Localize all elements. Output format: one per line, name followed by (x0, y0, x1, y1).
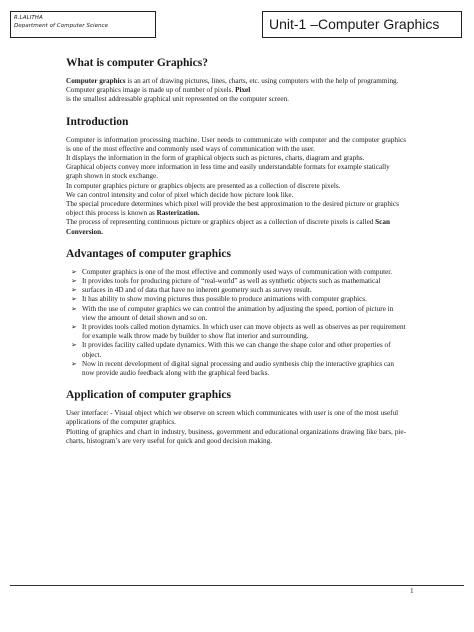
arrow-bullet-icon: ➢ (71, 323, 77, 332)
application-paragraph-2: Plotting of graphics and chart in industry, business, government and educational organizations drawing like bars, pie-charts, histogram’s are very useful for quick and good decision making. (66, 427, 406, 445)
intro-paragraph-2: It displays the information in the form of graphical objects such as pictures, charts, diagram and graphs. (66, 154, 365, 163)
term-rasterization: Rasterization. (156, 209, 200, 218)
unit-title-box (262, 11, 462, 38)
definition-paragraph: Computer graphics is an art of drawing pictures, lines, charts, etc. using computers with the help of programming. Computer graphics image is made up of number of pixels. Pixel is the smallest addressable graphical unit represented on the computer screen. (66, 77, 399, 104)
intro-paragraph-4: In computer graphics picture or graphics objects are presented as a collection of discrete pixels. (66, 181, 341, 190)
intro-paragraph-5: We can control intensity and color of pixel which decide how picture look like. (66, 190, 294, 199)
list-item: ➢ It provides tools called motion dynamics. In which user can move objects as well as observes as per requirement for example walk throw made by builder to show flat interior and surrounding. (71, 323, 406, 341)
document-body (66, 56, 406, 446)
arrow-bullet-icon: ➢ (71, 277, 77, 286)
term-pixel: Pixel (235, 86, 251, 95)
author-name: R.LALITHA (14, 15, 43, 21)
intro-paragraph-1: Computer is information processing machine. User needs to communicate with computer and the computer graphics is one of the most effective and commonly used ways of communication with the user. (66, 135, 406, 153)
section-heading-introduction: Introduction (66, 115, 129, 128)
arrow-bullet-icon: ➢ (71, 267, 77, 276)
arrow-bullet-icon: ➢ (71, 295, 77, 304)
arrow-bullet-icon: ➢ (71, 286, 77, 295)
list-item: ➢ Now in recent development of digital signal processing and audio synthesis chip the interactive graphics can now provide audio feedback along with the graphical feed backs. (71, 359, 394, 378)
list-item: ➢ Computer graphics is one of the most effective and commonly used ways of communication with computer. (71, 267, 393, 276)
section-heading-advantages: Advantages of computer graphics (66, 247, 231, 260)
intro-paragraph-3: Graphical objects convey more information in less time and easily understandable formats for example statically graph shown in stock exchange. (66, 163, 390, 181)
page-number: 1 (410, 587, 414, 595)
list-item: ➢ It provides facility called update dynamics. With this we can change the shape color and other properties of object. (71, 341, 391, 359)
term-scan-conversion: Scan Conversion. (66, 218, 390, 236)
list-item: ➢ It provides tools for producing picture of “real-world” as well as synthetic objects such as mathematical (71, 277, 381, 286)
author-box (10, 11, 156, 38)
arrow-bullet-icon: ➢ (71, 359, 77, 368)
department-name: Department of Computer Science (14, 23, 109, 29)
section-heading-applications: Application of computer graphics (66, 389, 231, 402)
arrow-bullet-icon: ➢ (71, 341, 77, 350)
list-item: ➢ With the use of computer graphics we can control the animation by adjusting the speed, portion of picture in view the amount of detail shown and so on. (71, 304, 394, 322)
list-item: ➢ It has ability to show moving pictures thus possible to produce animations with computer graphics. (71, 295, 367, 304)
footer-divider (10, 585, 464, 586)
advantages-list (66, 268, 406, 378)
application-paragraph-1: User interface: - Visual object which we observe on screen which communicates with user is one of the most useful applications of the computer graphics. (66, 409, 399, 427)
intro-paragraph-7: The process of representing continuous picture or graphics object as a collection of discrete pixels is called Scan Conversion. (66, 218, 390, 236)
intro-paragraph-6: The special procedure determines which pixel will provide the best approximation to the desired picture or graphics object this process is known as Rasterization. (66, 200, 399, 218)
list-item: ➢ surfaces in 4D and of data that have no inherent geometry such as survey result. (71, 286, 312, 295)
unit-title: Unit-1 –Computer Graphics (269, 16, 440, 32)
section-heading-what-is: What is computer Graphics? (66, 57, 208, 69)
term-computer-graphics: Computer graphics (66, 77, 126, 85)
arrow-bullet-icon: ➢ (71, 304, 77, 313)
